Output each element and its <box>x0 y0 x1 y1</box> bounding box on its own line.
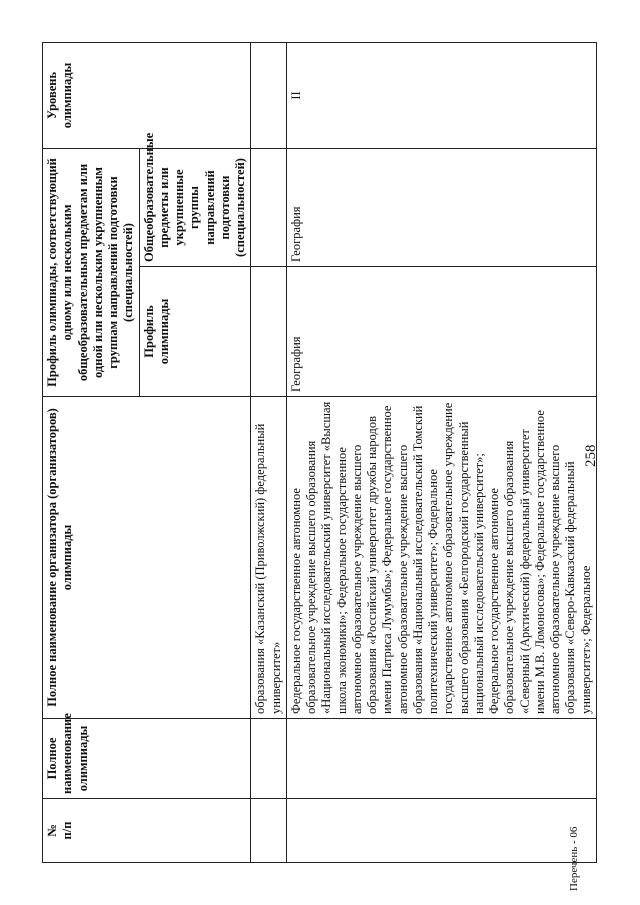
olympiad-table <box>42 42 597 863</box>
cell-level: II <box>286 42 596 148</box>
header-profile-group: Профиль олимпиады, соответствующий одному или нескольким общеобразовательным предметам или одной или нескольким укрупненным группам направлений подготовки (специальностей) <box>43 148 140 396</box>
cell-organizer: образования «Казанский (Приволжский) федеральный университет» <box>251 397 287 719</box>
cell-profile <box>251 267 287 397</box>
header-subjects: Общеобразовательные предметы или укрупненные группы направлений подготовки (специальностей) <box>139 148 251 266</box>
page-number: 258 <box>583 444 599 467</box>
footer-label: Перечень - 06 <box>568 826 580 891</box>
cell-organizer: Федеральное государственное автономное образовательное учреждение высшего образования «Национальный исследовательский университет «Высшая школа экономики»; Федеральное государственное автономное образовательное учреждение высшего образования «Российский университет дружбы народов имени Патриса Лумумбы»; Федеральное государственное автономное образовательное учреждение высшего образования «Национальный исследовательский Томский политехнический университет»; Федеральное государственное автономное образовательное учреждение высшего образования «Белгородский государственный национальный исследовательский университет»; Федеральное государственное автономное образовательное учреждение высшего образования «Северный (Арктический) федеральный университет имени М.В. Ломоносова»; Федеральное государственное автономное образовательное учреждение высшего образования «Северо-Кавказский федеральный университет»; Федеральное <box>286 397 596 719</box>
cell-num <box>286 799 596 863</box>
cell-profile: География <box>286 267 596 397</box>
cell-subjects: География <box>286 148 596 266</box>
cell-olympiad-name <box>286 719 596 799</box>
header-organizer: Полное наименование организатора (организаторов) олимпиады <box>43 397 251 719</box>
header-row <box>43 42 140 862</box>
table-row <box>251 42 287 862</box>
header-olympiad-name: Полное наименование олимпиады <box>43 719 251 799</box>
cell-olympiad-name <box>251 719 287 799</box>
header-level: Уровень олимпиады <box>43 42 251 148</box>
header-profile: Профиль олимпиады <box>139 267 251 397</box>
table-row <box>286 42 596 862</box>
cell-level <box>251 42 287 148</box>
cell-num <box>251 799 287 863</box>
cell-subjects <box>251 148 287 266</box>
header-num: № п/п <box>43 799 251 863</box>
